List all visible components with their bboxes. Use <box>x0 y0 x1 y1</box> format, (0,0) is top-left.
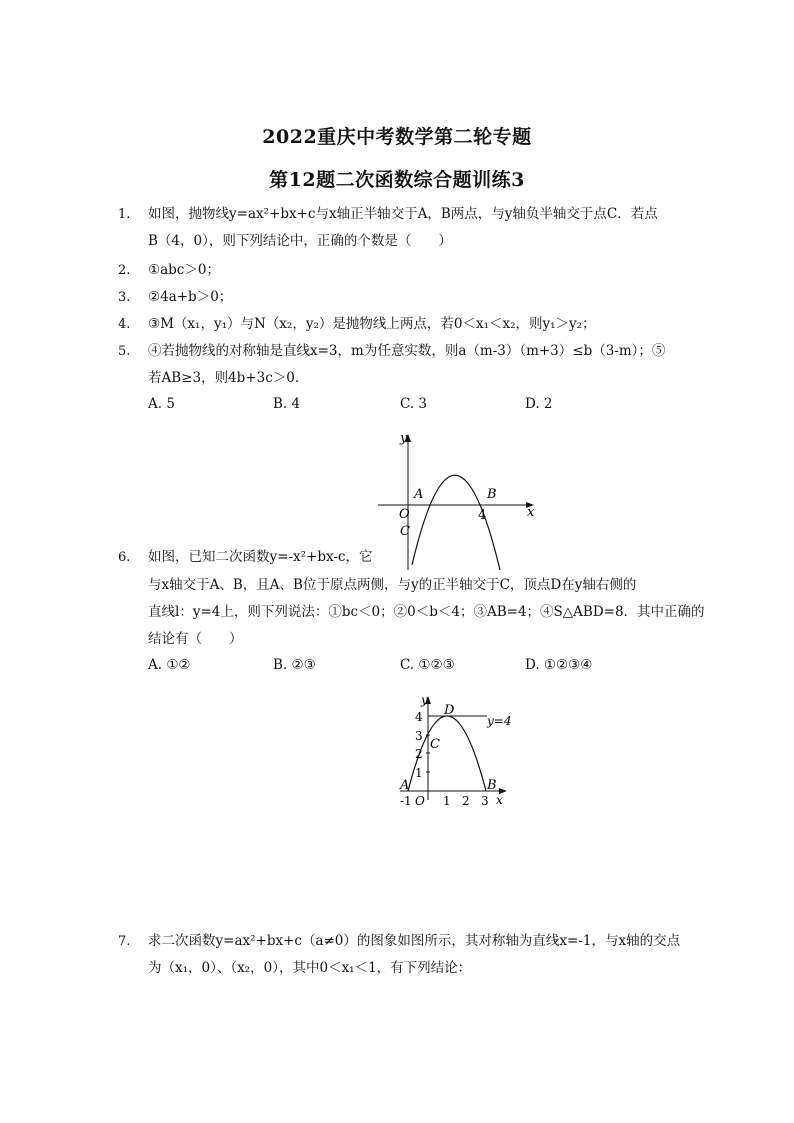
question-5-line-2: 若AB≥3，则4b+3c＞0． <box>148 370 309 386</box>
doc-title: 2022重庆中考数学第二轮专题 <box>262 126 532 148</box>
question-1-line-1: 如图，抛物线y=ax²+bx+c与x轴正半轴交于A，B两点，与y轴负半轴交于点C．若点 <box>148 206 658 222</box>
origin-label: O <box>399 507 410 522</box>
figure-1-parabola-graph <box>370 430 540 575</box>
question-7-line-1: 求二次函数y=ax²+bx+c（a≠0）的图象如图所示，其对称轴为直线x=-1，与x轴的交点 <box>148 933 681 949</box>
question-6-line-1: 如图，已知二次函数y=-x²+bx-c，它 <box>148 549 373 565</box>
point-c-label: C <box>400 524 410 539</box>
line-y4-label: y=4 <box>487 714 512 728</box>
question-6-line-3: 直线l：y=4上，则下列说法：①bc＜0；②0＜b＜4；③AB=4；④S△ABD=8．其中正确的 <box>148 604 705 620</box>
question-number-1: 1. <box>118 207 131 222</box>
question-number-4: 4. <box>118 317 131 332</box>
question-6-line-2: 与x轴交于A、B，且A、B位于原点两侧，与y的正半轴交于C，顶点D在y轴右侧的 <box>148 577 637 593</box>
question-6-line-4: 结论有（ ） <box>148 631 243 647</box>
point-b-label: B <box>487 487 497 502</box>
q6-option-c: C. ①②③ <box>400 657 455 673</box>
x-axis-label: x <box>527 505 535 520</box>
x-tick-label-neg1: -1 <box>400 794 412 808</box>
q6-option-a: A. ①② <box>148 657 191 673</box>
y-tick-label-4: 4 <box>415 710 423 724</box>
x-tick-label-2: 2 <box>462 794 470 808</box>
question-4-text: ③M（x₁，y₁）与N（x₂，y₂）是抛物线上两点，若0＜x₁＜x₂，则y₁＞y₂； <box>148 316 596 332</box>
question-number-5: 5. <box>118 344 131 359</box>
point-a-label: A <box>400 778 410 793</box>
doc-subtitle: 第12题二次函数综合题训练3 <box>269 169 525 191</box>
q5-option-b: B. 4 <box>273 396 301 412</box>
point-d-label: D <box>444 703 455 718</box>
y-axis-label: y <box>421 693 428 707</box>
q6-option-d: D. ①②③④ <box>525 657 593 673</box>
x-tick-4: 4 <box>478 508 487 523</box>
x-tick-label-3: 3 <box>481 794 489 808</box>
y-tick-label-3: 3 <box>415 729 423 743</box>
question-number-2: 2. <box>118 263 131 278</box>
question-2-text: ①abc＞0； <box>148 262 220 278</box>
question-7-line-2: 为（x₁，0）、（x₂，0），其中0＜x₁＜1，有下列结论： <box>148 960 472 976</box>
question-number-3: 3. <box>118 290 131 305</box>
q5-option-d: D. 2 <box>525 396 553 412</box>
question-1-line-2: B（4，0），则下列结论中，正确的个数是（ ） <box>148 233 452 249</box>
q6-option-b: B. ②③ <box>273 657 316 673</box>
y-axis-label: y <box>400 431 408 446</box>
question-5-line-1: ④若抛物线的对称轴是直线x=3，m为任意实数，则a（m-3）（m+3）≤b（3-m）；⑤ <box>148 343 666 359</box>
y-tick-label-2: 2 <box>415 747 423 761</box>
point-a-label: A <box>414 487 424 502</box>
q5-option-a: A. 5 <box>148 396 175 412</box>
question-3-text: ②4a+b＞0； <box>148 289 233 305</box>
point-c-label: C <box>430 737 440 752</box>
x-tick-label-1: 1 <box>443 794 451 808</box>
figure-2-parabola-graph <box>395 690 525 810</box>
question-number-7: 7. <box>118 934 131 949</box>
y-tick-label-1: 1 <box>415 766 423 780</box>
question-number-6: 6. <box>118 550 131 565</box>
point-b-label: B <box>487 778 497 793</box>
x-axis-label: x <box>496 793 503 807</box>
origin-label: O <box>415 794 425 808</box>
q5-option-c: C. 3 <box>400 396 428 412</box>
